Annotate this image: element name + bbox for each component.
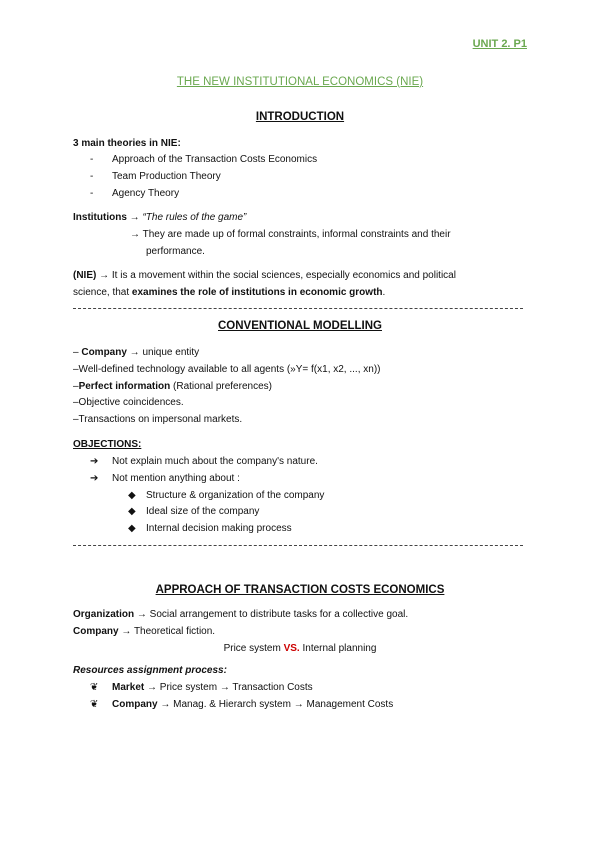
cross-bullet-icon: ❦	[90, 682, 99, 693]
theories-label: 3 main theories in NIE:	[73, 138, 181, 149]
diamond-bullet-icon: ◆	[128, 506, 136, 517]
separator	[73, 545, 523, 546]
separator	[73, 308, 523, 309]
conventional-line: –Transactions on impersonal markets.	[73, 414, 243, 425]
nie-definition: (NIE) → It is a movement within the social sciences, especially economics and political	[73, 270, 456, 281]
institutions-detail: → They are made up of formal constraints, informal constraints and their	[130, 229, 451, 240]
unit-label: UNIT 2. P1	[472, 38, 527, 50]
objections-label: OBJECTIONS:	[73, 439, 142, 450]
list-item: - Team Production Theory	[90, 171, 221, 182]
market-item: ❦ Market → Price system → Transaction Costs	[90, 682, 313, 693]
sub-item: ◆ Structure & organization of the company	[128, 490, 325, 501]
company-line: Company → Theoretical fiction.	[73, 626, 216, 637]
cross-bullet-icon: ❦	[90, 699, 99, 710]
conventional-line: –Perfect information (Rational preferences)	[73, 381, 272, 392]
objection-item: ➔ Not explain much about the company's nature.	[90, 456, 318, 467]
diamond-bullet-icon: ◆	[128, 523, 136, 534]
conventional-heading: CONVENTIONAL MODELLING	[218, 320, 382, 332]
list-item: - Approach of the Transaction Costs Economics	[90, 154, 318, 165]
company-item: ❦ Company → Manag. & Hierarch system → Management Costs	[90, 699, 394, 710]
tce-heading: APPROACH OF TRANSACTION COSTS ECONOMICS	[155, 584, 445, 596]
diamond-bullet-icon: ◆	[128, 490, 136, 501]
sub-item: ◆ Internal decision making process	[128, 523, 292, 534]
objection-item: ➔ Not mention anything about :	[90, 473, 240, 484]
arrow-bullet-icon: ➔	[90, 456, 99, 467]
institutions-line: Institutions → “The rules of the game”	[73, 212, 247, 223]
arrow-bullet-icon: ➔	[90, 473, 99, 484]
nie-definition-2: science, that examines the role of institutions in economic growth.	[73, 287, 386, 298]
sub-item: ◆ Ideal size of the company	[128, 506, 260, 517]
list-item: - Agency Theory	[90, 188, 180, 199]
institutions-detail-2: performance.	[146, 246, 205, 257]
organization-line: Organization → Social arrangement to distribute tasks for a collective goal.	[73, 609, 409, 620]
resources-label: Resources assignment process:	[73, 665, 227, 676]
intro-heading: INTRODUCTION	[255, 111, 345, 123]
conventional-line: –Well-defined technology available to all agents (»Y= f(x1, x2, ..., xn))	[73, 364, 381, 375]
conventional-line: –Objective coincidences.	[73, 397, 184, 408]
conventional-line: – Company → unique entity	[73, 347, 200, 358]
page-title: THE NEW INSTITUTIONAL ECONOMICS (NIE)	[176, 76, 424, 88]
vs-line: Price system VS. Internal planning	[223, 643, 377, 654]
